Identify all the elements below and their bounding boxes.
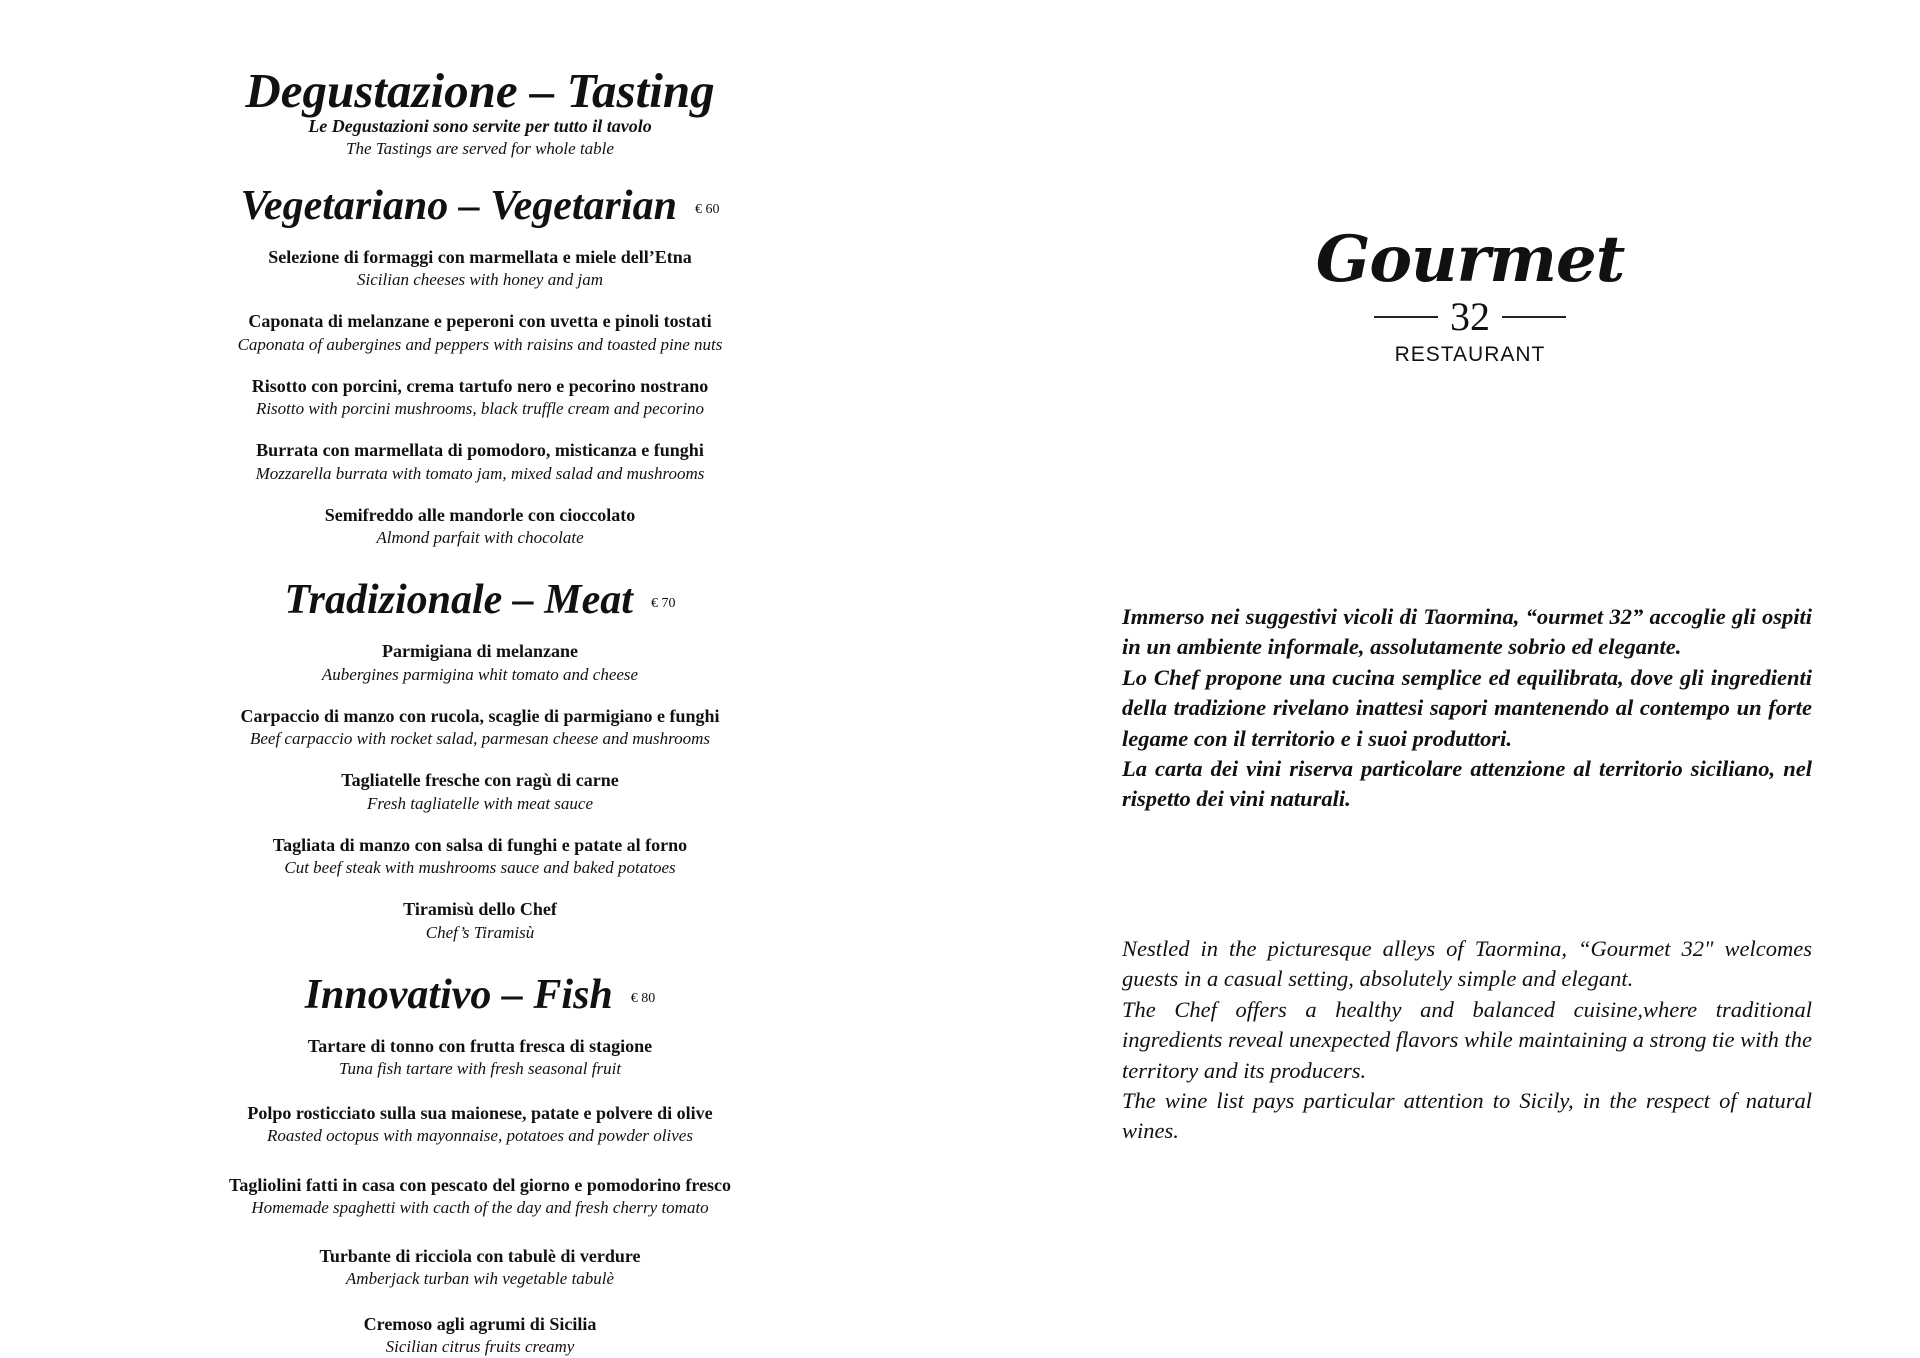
logo-divider: [1374, 316, 1438, 318]
dish-name-it: Turbante di ricciola con tabulè di verdure: [319, 1246, 641, 1267]
dish-name-it: Tagliolini fatti in casa con pescato del giorno e pomodorino fresco: [229, 1174, 731, 1195]
dish-name-en: Aubergines parmigina whit tomato and cheese: [321, 664, 639, 684]
menu-subtitle-it: Le Degustazioni sono servite per tutto il tavolo: [308, 116, 652, 136]
dish-item: [130, 375, 830, 420]
dish-item: [130, 439, 830, 484]
dish-item: [130, 705, 830, 750]
dish-name-en: Sicilian cheeses with honey and jam: [357, 270, 603, 290]
dish-name-en: Almond parfait with chocolate: [376, 528, 584, 548]
intro-paragraph: Immerso nei suggestivi vicoli di Taormina, “ourmet 32” accoglie gli ospiti in un ambiente informale, assolutamente sobrio ed elegante.: [1122, 604, 1812, 660]
restaurant-logo: [1300, 222, 1640, 367]
dish-item: [130, 1245, 830, 1290]
logo-subtitle: RESTAURANT: [1394, 343, 1546, 367]
dish-name-it: Selezione di formaggi con marmellata e miele dell’Etna: [268, 246, 692, 267]
section-fish: [130, 971, 830, 1358]
intro-paragraph: The wine list pays particular attention to Sicily, in the respect of natural wines.: [1122, 1087, 1812, 1144]
dish-name-it: Burrata con marmellata di pomodoro, misticanza e funghi: [256, 440, 704, 461]
section-price: € 60: [694, 201, 720, 217]
dish-name-it: Polpo rosticciato sulla sua maionese, patate e polvere di olive: [247, 1103, 713, 1124]
dish-item: [130, 1035, 830, 1080]
menu-title: Degustazione – Tasting: [245, 63, 715, 118]
dish-name-en: Chef’s Tiramisù: [425, 922, 535, 942]
intro-italian: [1122, 602, 1812, 815]
dish-name-en: Beef carpaccio with rocket salad, parmesan cheese and mushrooms: [249, 729, 710, 749]
dish-name-en: Risotto with porcini mushrooms, black truffle cream and pecorino: [255, 399, 705, 419]
dish-name-it: Tiramisù dello Chef: [403, 899, 557, 920]
intro-paragraph: La carta dei vini riserva particolare attenzione al territorio siciliano, nel rispetto dei vini naturali.: [1122, 755, 1812, 812]
dish-name-en: Roasted octopus with mayonnaise, potatoes and powder olives: [267, 1126, 693, 1146]
logo-divider: [1502, 316, 1566, 318]
dish-item: [130, 1102, 830, 1147]
logo-number: 32: [1450, 294, 1490, 340]
dish-item: [130, 246, 830, 291]
intro-english: [1122, 934, 1812, 1147]
dish-item: [130, 834, 830, 879]
dish-name-it: Carpaccio di manzo con rucola, scaglie di parmigiano e funghi: [240, 705, 720, 726]
dish-name-en: Caponata of aubergines and peppers with raisins and toasted pine nuts: [237, 334, 723, 354]
dish-name-it: Cremoso agli agrumi di Sicilia: [363, 1313, 597, 1334]
dish-item: [130, 1313, 830, 1358]
dish-name-en: Amberjack turban wih vegetable tabulè: [345, 1269, 615, 1289]
dish-name-it: Tagliata di manzo con salsa di funghi e patate al forno: [272, 834, 688, 855]
section-title: Tradizionale – Meat: [284, 577, 633, 624]
dish-name-it: Parmigiana di melanzane: [382, 641, 578, 662]
section-title: Innovativo – Fish: [304, 971, 613, 1018]
dish-name-en: Mozzarella burrata with tomato jam, mixed salad and mushrooms: [255, 463, 705, 483]
dish-item: [130, 1174, 830, 1219]
intro-paragraph: Lo Chef propone una cucina semplice ed equilibrata, dove gli ingredienti della tradizione rivelano inattesi sapori mantenendo al contempo un forte legame con il territorio e i suoi produttori.: [1122, 664, 1812, 751]
dish-item: [130, 898, 830, 943]
dish-name-it: Caponata di melanzane e peperoni con uvetta e pinoli tostati: [248, 311, 712, 332]
dish-name-it: Tagliatelle fresche con ragù di carne: [341, 770, 619, 791]
section-meat: [130, 579, 830, 943]
tasting-menu: [130, 63, 830, 1358]
intro-paragraph: Nestled in the picturesque alleys of Taormina, “Gourmet 32" welcomes guests in a casual setting, absolutely simple and elegant.: [1122, 936, 1812, 992]
section-vegetarian: [130, 182, 830, 549]
dish-name-en: Homemade spaghetti with cacth of the day and fresh cherry tomato: [251, 1197, 709, 1217]
dish-name-en: Sicilian citrus fruits creamy: [385, 1336, 575, 1356]
menu-subtitle-en: The Tastings are served for whole table: [346, 138, 614, 158]
section-price: € 70: [650, 596, 676, 612]
dish-name-en: Fresh tagliatelle with meat sauce: [367, 793, 593, 813]
dish-item: [130, 640, 830, 685]
intro-paragraph: The Chef offers a healthy and balanced cuisine,where traditional ingredients reveal unexpected flavors while maintaining a strong tie with the territory and its producers.: [1122, 996, 1812, 1083]
dish-item: [130, 310, 830, 355]
logo-name: Gourmet: [1315, 222, 1625, 297]
section-title: Vegetariano – Vegetarian: [240, 182, 677, 229]
dish-name-it: Risotto con porcini, crema tartufo nero e pecorino nostrano: [251, 375, 709, 396]
dish-name-en: Cut beef steak with mushrooms sauce and baked potatoes: [284, 858, 676, 878]
section-price: € 80: [630, 990, 656, 1006]
dish-item: [130, 504, 830, 549]
dish-name-it: Tartare di tonno con frutta fresca di stagione: [307, 1035, 653, 1056]
dish-item: [130, 769, 830, 814]
dish-name-it: Semifreddo alle mandorle con cioccolato: [324, 504, 636, 525]
dish-name-en: Tuna fish tartare with fresh seasonal fruit: [338, 1058, 622, 1078]
